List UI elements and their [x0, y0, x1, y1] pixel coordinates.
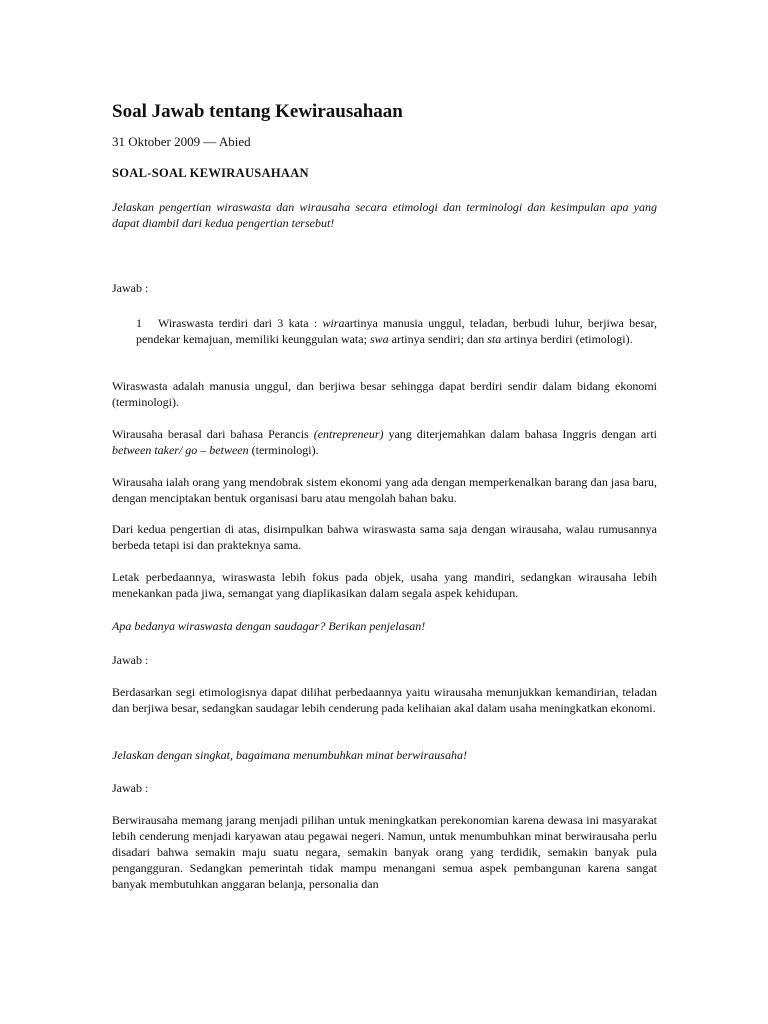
paragraph-difference: Letak perbedaannya, wiraswasta lebih fokus pada objek, usaha yang mandiri, sedangkan wirausaha lebih menekankan pada jiwa, semangat yang diaplikasikan dalam segala aspek kehidupan.	[112, 570, 657, 600]
answer-3: Berwirausaha memang jarang menjadi pilihan untuk meningkatkan perekonomian karena dewasa ini masyarakat lebih cenderung menjadi karyawan atau pegawai negeri. Namun, untuk menumbuhkan minat berwirausaha perlu disadari bahwa semakin maju suatu negara, semakin banyak orang yang terdidik, semakin banyak pula pengangguran. Sedangkan pemerintah tidak mampu menangani semua aspek pembangunan karena sangat banyak membutuhkan anggaran belanja, personalia dan	[112, 813, 657, 891]
answer-label-2: Jawab :	[112, 653, 149, 667]
paragraph-wiraswasta-definition: Wiraswasta adalah manusia unggul, dan berjiwa besar sehingga dapat berdiri sendir dalam bidang ekonomi (terminologi).	[112, 379, 657, 409]
answer-2: Berdasarkan segi etimologisnya dapat dilihat perbedaannya yaitu wirausaha menunjukkan kemandirian, teladan dan berjiwa besar, sedangkan saudagar lebih cenderung pada kelihaian akal dalam usaha meningkatkan ekonomi.	[112, 685, 657, 715]
list-item-1: 1 Wiraswasta terdiri dari 3 kata : wiraartinya manusia unggul, teladan, berbudi luhur, berjiwa besar, pendekar kemajuan, memiliki keunggulan wata; swa artinya sendiri; dan sta artinya berdiri (etimologi).	[136, 316, 657, 346]
question-3: Jelaskan dengan singkat, bagaimana menumbuhkan minat berwirausaha!	[112, 748, 467, 762]
paragraph-wirausaha-origin: Wirausaha berasal dari bahasa Perancis (entrepreneur) yang diterjemahkan dalam bahasa Inggris dengan arti between taker/ go – between (terminologi).	[112, 427, 657, 457]
paragraph-wirausaha-definition: Wirausaha ialah orang yang mendobrak sistem ekonomi yang ada dengan memperkenalkan barang dan jasa baru, dengan menciptakan bentuk organisasi baru atau mengolah bahan baku.	[112, 475, 657, 505]
paragraph-conclusion: Dari kedua pengertian di atas, disimpulkan bahwa wiraswasta sama saja dengan wirausaha, walau rumusannya berbeda tetapi isi dan prakteknya sama.	[112, 522, 657, 552]
section-heading: SOAL-SOAL KEWIRAUSAHAAN	[112, 166, 309, 180]
post-meta: 31 Oktober 2009 — Abied	[112, 134, 251, 149]
answer-label-3: Jawab :	[112, 781, 149, 795]
list-number: 1	[136, 316, 142, 330]
answer-label-1: Jawab :	[112, 281, 149, 295]
question-2: Apa bedanya wiraswasta dengan saudagar? Berikan penjelasan!	[112, 619, 426, 633]
page-title: Soal Jawab tentang Kewirausahaan	[112, 101, 403, 122]
question-1: Jelaskan pengertian wiraswasta dan wirausaha secara etimologi dan terminologi dan kesimpulan apa yang dapat diambil dari kedua pengertian tersebut!	[112, 200, 657, 230]
